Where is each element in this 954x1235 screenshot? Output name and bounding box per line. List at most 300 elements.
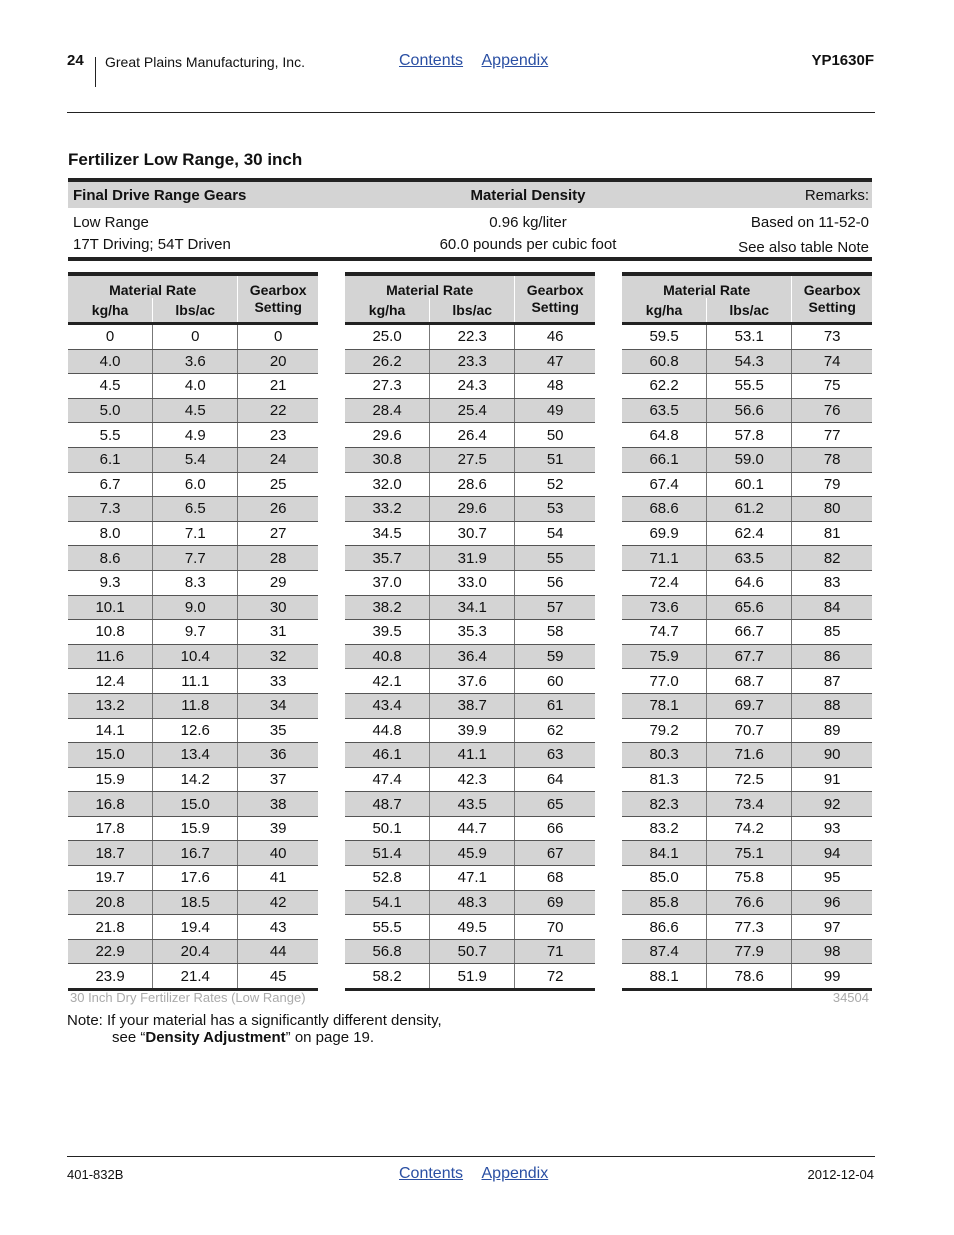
kg-ha-cell: 17.8 bbox=[68, 816, 153, 841]
kg-ha-cell: 8.6 bbox=[68, 546, 153, 571]
gearbox-setting-cell: 24 bbox=[238, 447, 318, 472]
gearbox-setting-cell: 44 bbox=[238, 939, 318, 964]
lbs-ac-cell: 69.7 bbox=[707, 693, 792, 718]
gearbox-setting-cell: 49 bbox=[515, 398, 595, 423]
kg-ha-cell: 18.7 bbox=[68, 841, 153, 866]
lbs-ac-cell: 37.6 bbox=[430, 669, 515, 694]
lbs-ac-cell: 72.5 bbox=[707, 767, 792, 792]
kg-ha-cell: 81.3 bbox=[622, 767, 707, 792]
info-density-imperial: 60.0 pounds per cubic foot bbox=[439, 235, 617, 253]
lbs-ac-cell: 50.7 bbox=[430, 939, 515, 964]
gearbox-setting-header bbox=[515, 274, 595, 324]
gearbox-setting-cell: 68 bbox=[515, 866, 595, 891]
gearbox-setting-cell: 90 bbox=[792, 743, 872, 768]
gearbox-setting-cell: 25 bbox=[238, 472, 318, 497]
table-row bbox=[622, 669, 872, 694]
rate-table-body bbox=[345, 324, 595, 990]
kg-ha-cell: 80.3 bbox=[622, 743, 707, 768]
table-row bbox=[622, 939, 872, 964]
lbs-ac-cell: 0 bbox=[153, 324, 238, 350]
gearbox-setting-cell: 34 bbox=[238, 693, 318, 718]
lbs-ac-cell: 42.3 bbox=[430, 767, 515, 792]
lbs-ac-cell: 44.7 bbox=[430, 816, 515, 841]
gearbox-setting-header bbox=[792, 274, 872, 324]
gearbox-setting-header bbox=[238, 274, 318, 324]
kg-ha-cell: 11.6 bbox=[68, 644, 153, 669]
lbs-ac-header: lbs/ac bbox=[430, 298, 515, 324]
info-row bbox=[68, 233, 872, 255]
table-row bbox=[345, 866, 595, 891]
table-row bbox=[68, 693, 318, 718]
kg-ha-cell: 79.2 bbox=[622, 718, 707, 743]
gearbox-setting-cell: 42 bbox=[238, 890, 318, 915]
table-row bbox=[68, 620, 318, 645]
table-row bbox=[345, 521, 595, 546]
kg-ha-cell: 55.5 bbox=[345, 915, 430, 940]
setting-label: Setting bbox=[808, 299, 856, 315]
kg-ha-cell: 6.7 bbox=[68, 472, 153, 497]
lbs-ac-cell: 22.3 bbox=[430, 324, 515, 350]
kg-ha-cell: 27.3 bbox=[345, 374, 430, 399]
kg-ha-cell: 14.1 bbox=[68, 718, 153, 743]
table-row bbox=[345, 497, 595, 522]
gearbox-setting-cell: 69 bbox=[515, 890, 595, 915]
kg-ha-cell: 63.5 bbox=[622, 398, 707, 423]
lbs-ac-cell: 13.4 bbox=[153, 743, 238, 768]
table-row bbox=[68, 890, 318, 915]
gearbox-setting-cell: 41 bbox=[238, 866, 318, 891]
gearbox-setting-cell: 31 bbox=[238, 620, 318, 645]
lbs-ac-cell: 76.6 bbox=[707, 890, 792, 915]
kg-ha-cell: 28.4 bbox=[345, 398, 430, 423]
lbs-ac-cell: 33.0 bbox=[430, 570, 515, 595]
gearbox-setting-cell: 50 bbox=[515, 423, 595, 448]
gearbox-setting-cell: 97 bbox=[792, 915, 872, 940]
appendix-link[interactable]: Appendix bbox=[481, 52, 549, 69]
lbs-ac-cell: 12.6 bbox=[153, 718, 238, 743]
table-row bbox=[345, 423, 595, 448]
info-header-gears: Final Drive Range Gears bbox=[73, 186, 247, 204]
table-row bbox=[622, 964, 872, 990]
kg-ha-cell: 10.1 bbox=[68, 595, 153, 620]
table-row bbox=[622, 398, 872, 423]
kg-ha-cell: 85.0 bbox=[622, 866, 707, 891]
kg-ha-cell: 74.7 bbox=[622, 620, 707, 645]
kg-ha-cell: 6.1 bbox=[68, 447, 153, 472]
kg-ha-cell: 43.4 bbox=[345, 693, 430, 718]
info-header-remarks: Remarks: bbox=[804, 186, 869, 204]
gearbox-setting-cell: 63 bbox=[515, 743, 595, 768]
kg-ha-cell: 15.9 bbox=[68, 767, 153, 792]
lbs-ac-cell: 47.1 bbox=[430, 866, 515, 891]
gearbox-setting-cell: 94 bbox=[792, 841, 872, 866]
header-row bbox=[68, 274, 318, 298]
lbs-ac-cell: 25.4 bbox=[430, 398, 515, 423]
lbs-ac-cell: 9.0 bbox=[153, 595, 238, 620]
kg-ha-cell: 86.6 bbox=[622, 915, 707, 940]
gearbox-setting-cell: 88 bbox=[792, 693, 872, 718]
footer-nav bbox=[399, 1165, 562, 1183]
kg-ha-cell: 38.2 bbox=[345, 595, 430, 620]
kg-ha-cell: 48.7 bbox=[345, 792, 430, 817]
gearbox-setting-cell: 62 bbox=[515, 718, 595, 743]
lbs-ac-cell: 35.3 bbox=[430, 620, 515, 645]
kg-ha-cell: 87.4 bbox=[622, 939, 707, 964]
kg-ha-cell: 35.7 bbox=[345, 546, 430, 571]
lbs-ac-cell: 45.9 bbox=[430, 841, 515, 866]
table-row bbox=[622, 718, 872, 743]
table-row bbox=[622, 497, 872, 522]
gearbox-label: Gearbox bbox=[526, 282, 584, 298]
kg-ha-cell: 62.2 bbox=[622, 374, 707, 399]
lbs-ac-cell: 21.4 bbox=[153, 964, 238, 990]
gearbox-setting-cell: 72 bbox=[515, 964, 595, 990]
gearbox-setting-cell: 26 bbox=[238, 497, 318, 522]
contents-link[interactable]: Contents bbox=[399, 52, 464, 69]
gearbox-setting-cell: 96 bbox=[792, 890, 872, 915]
kg-ha-cell: 68.6 bbox=[622, 497, 707, 522]
table-row bbox=[68, 595, 318, 620]
rate-table-head bbox=[345, 274, 595, 324]
lbs-ac-cell: 60.1 bbox=[707, 472, 792, 497]
gearbox-setting-cell: 99 bbox=[792, 964, 872, 990]
gearbox-setting-cell: 80 bbox=[792, 497, 872, 522]
footer-appendix-link[interactable]: Appendix bbox=[481, 1165, 549, 1182]
table-row bbox=[68, 669, 318, 694]
lbs-ac-cell: 64.6 bbox=[707, 570, 792, 595]
lbs-ac-cell: 77.9 bbox=[707, 939, 792, 964]
gearbox-setting-cell: 60 bbox=[515, 669, 595, 694]
kg-ha-cell: 4.0 bbox=[68, 349, 153, 374]
lbs-ac-cell: 23.3 bbox=[430, 349, 515, 374]
gearbox-setting-cell: 27 bbox=[238, 521, 318, 546]
lbs-ac-cell: 16.7 bbox=[153, 841, 238, 866]
kg-ha-cell: 71.1 bbox=[622, 546, 707, 571]
density-adjustment-ref: Density Adjustment bbox=[145, 1029, 286, 1046]
lbs-ac-cell: 74.2 bbox=[707, 816, 792, 841]
gearbox-setting-cell: 89 bbox=[792, 718, 872, 743]
table-row bbox=[622, 644, 872, 669]
kg-ha-header: kg/ha bbox=[68, 298, 153, 324]
material-rate-header: Material Rate bbox=[622, 274, 792, 298]
kg-ha-cell: 0 bbox=[68, 324, 153, 350]
kg-ha-cell: 15.0 bbox=[68, 743, 153, 768]
table-row bbox=[622, 693, 872, 718]
lbs-ac-cell: 27.5 bbox=[430, 447, 515, 472]
gearbox-setting-cell: 66 bbox=[515, 816, 595, 841]
gearbox-setting-cell: 93 bbox=[792, 816, 872, 841]
table-row bbox=[622, 792, 872, 817]
lbs-ac-cell: 63.5 bbox=[707, 546, 792, 571]
gearbox-setting-cell: 0 bbox=[238, 324, 318, 350]
table-row bbox=[622, 423, 872, 448]
gearbox-setting-cell: 67 bbox=[515, 841, 595, 866]
table-row bbox=[622, 915, 872, 940]
table-row bbox=[622, 349, 872, 374]
table-row bbox=[345, 743, 595, 768]
header-rule bbox=[67, 112, 875, 113]
header-divider bbox=[95, 57, 96, 87]
info-density-metric: 0.96 kg/liter bbox=[489, 213, 567, 231]
table-row bbox=[345, 915, 595, 940]
table-row bbox=[68, 324, 318, 350]
gearbox-setting-cell: 98 bbox=[792, 939, 872, 964]
lbs-ac-cell: 71.6 bbox=[707, 743, 792, 768]
table-caption: 30 Inch Dry Fertilizer Rates (Low Range) bbox=[70, 990, 306, 1005]
lbs-ac-cell: 31.9 bbox=[430, 546, 515, 571]
table-row bbox=[68, 841, 318, 866]
info-body bbox=[68, 208, 872, 261]
gearbox-setting-cell: 79 bbox=[792, 472, 872, 497]
kg-ha-cell: 7.3 bbox=[68, 497, 153, 522]
gearbox-label: Gearbox bbox=[803, 282, 861, 298]
table-row bbox=[68, 521, 318, 546]
kg-ha-cell: 21.8 bbox=[68, 915, 153, 940]
lbs-ac-cell: 11.1 bbox=[153, 669, 238, 694]
kg-ha-cell: 22.9 bbox=[68, 939, 153, 964]
table-row bbox=[345, 964, 595, 990]
kg-ha-cell: 12.4 bbox=[68, 669, 153, 694]
gearbox-setting-cell: 56 bbox=[515, 570, 595, 595]
table-row bbox=[345, 644, 595, 669]
info-header-density: Material Density bbox=[470, 186, 586, 204]
lbs-ac-cell: 78.6 bbox=[707, 964, 792, 990]
lbs-ac-cell: 36.4 bbox=[430, 644, 515, 669]
kg-ha-cell: 59.5 bbox=[622, 324, 707, 350]
kg-ha-cell: 29.6 bbox=[345, 423, 430, 448]
figure-code: 34504 bbox=[832, 990, 869, 1005]
gearbox-setting-cell: 65 bbox=[515, 792, 595, 817]
kg-ha-cell: 33.2 bbox=[345, 497, 430, 522]
kg-ha-header: kg/ha bbox=[345, 298, 430, 324]
table-row bbox=[345, 792, 595, 817]
lbs-ac-cell: 20.4 bbox=[153, 939, 238, 964]
table-row bbox=[68, 915, 318, 940]
gearbox-setting-cell: 70 bbox=[515, 915, 595, 940]
table-row bbox=[622, 570, 872, 595]
footer-contents-link[interactable]: Contents bbox=[399, 1165, 464, 1182]
revision-date: 2012-12-04 bbox=[807, 1167, 874, 1182]
lbs-ac-cell: 61.2 bbox=[707, 497, 792, 522]
rate-table-1 bbox=[68, 272, 318, 991]
gearbox-setting-cell: 55 bbox=[515, 546, 595, 571]
kg-ha-cell: 37.0 bbox=[345, 570, 430, 595]
kg-ha-cell: 66.1 bbox=[622, 447, 707, 472]
table-row bbox=[622, 620, 872, 645]
gearbox-setting-cell: 37 bbox=[238, 767, 318, 792]
gearbox-setting-cell: 87 bbox=[792, 669, 872, 694]
lbs-ac-cell: 57.8 bbox=[707, 423, 792, 448]
table-row bbox=[622, 767, 872, 792]
kg-ha-cell: 13.2 bbox=[68, 693, 153, 718]
gearbox-setting-cell: 28 bbox=[238, 546, 318, 571]
lbs-ac-cell: 4.0 bbox=[153, 374, 238, 399]
lbs-ac-cell: 30.7 bbox=[430, 521, 515, 546]
lbs-ac-cell: 6.5 bbox=[153, 497, 238, 522]
lbs-ac-cell: 70.7 bbox=[707, 718, 792, 743]
model-number: YP1630F bbox=[811, 52, 874, 69]
table-row bbox=[622, 447, 872, 472]
kg-ha-cell: 40.8 bbox=[345, 644, 430, 669]
kg-ha-cell: 58.2 bbox=[345, 964, 430, 990]
lbs-ac-cell: 18.5 bbox=[153, 890, 238, 915]
gearbox-setting-cell: 36 bbox=[238, 743, 318, 768]
kg-ha-cell: 75.9 bbox=[622, 644, 707, 669]
table-row bbox=[345, 718, 595, 743]
gearbox-setting-cell: 95 bbox=[792, 866, 872, 891]
lbs-ac-cell: 39.9 bbox=[430, 718, 515, 743]
kg-ha-cell: 32.0 bbox=[345, 472, 430, 497]
gearbox-setting-cell: 83 bbox=[792, 570, 872, 595]
note-page-ref: ” on page 19. bbox=[285, 1029, 375, 1046]
table-row bbox=[345, 398, 595, 423]
gearbox-setting-cell: 54 bbox=[515, 521, 595, 546]
gearbox-setting-cell: 30 bbox=[238, 595, 318, 620]
table-row bbox=[68, 939, 318, 964]
gearbox-setting-cell: 78 bbox=[792, 447, 872, 472]
kg-ha-cell: 19.7 bbox=[68, 866, 153, 891]
kg-ha-cell: 54.1 bbox=[345, 890, 430, 915]
lbs-ac-cell: 34.1 bbox=[430, 595, 515, 620]
kg-ha-cell: 4.5 bbox=[68, 374, 153, 399]
table-row bbox=[68, 374, 318, 399]
lbs-ac-cell: 41.1 bbox=[430, 743, 515, 768]
kg-ha-cell: 84.1 bbox=[622, 841, 707, 866]
company-name: Great Plains Manufacturing, Inc. bbox=[105, 54, 305, 70]
table-row bbox=[345, 890, 595, 915]
gearbox-setting-cell: 20 bbox=[238, 349, 318, 374]
table-row bbox=[622, 374, 872, 399]
lbs-ac-cell: 51.9 bbox=[430, 964, 515, 990]
table-row bbox=[622, 521, 872, 546]
kg-ha-cell: 72.4 bbox=[622, 570, 707, 595]
drive-info-table bbox=[68, 178, 872, 261]
lbs-ac-cell: 54.3 bbox=[707, 349, 792, 374]
table-row bbox=[345, 816, 595, 841]
lbs-ac-cell: 14.2 bbox=[153, 767, 238, 792]
info-header-row bbox=[68, 178, 872, 208]
gearbox-setting-cell: 82 bbox=[792, 546, 872, 571]
gearbox-setting-cell: 92 bbox=[792, 792, 872, 817]
table-row bbox=[68, 718, 318, 743]
gearbox-setting-cell: 91 bbox=[792, 767, 872, 792]
section-title: Fertilizer Low Range, 30 inch bbox=[68, 150, 303, 169]
gearbox-setting-cell: 57 bbox=[515, 595, 595, 620]
kg-ha-cell: 78.1 bbox=[622, 693, 707, 718]
gearbox-setting-cell: 35 bbox=[238, 718, 318, 743]
kg-ha-cell: 47.4 bbox=[345, 767, 430, 792]
table-row bbox=[68, 423, 318, 448]
gearbox-setting-cell: 45 bbox=[238, 964, 318, 990]
table-row bbox=[622, 546, 872, 571]
table-row bbox=[68, 792, 318, 817]
gearbox-setting-cell: 38 bbox=[238, 792, 318, 817]
table-row bbox=[68, 546, 318, 571]
table-row bbox=[622, 595, 872, 620]
kg-ha-cell: 44.8 bbox=[345, 718, 430, 743]
gearbox-setting-cell: 73 bbox=[792, 324, 872, 350]
lbs-ac-cell: 8.3 bbox=[153, 570, 238, 595]
kg-ha-cell: 64.8 bbox=[622, 423, 707, 448]
gearbox-setting-cell: 48 bbox=[515, 374, 595, 399]
page-number: 24 bbox=[67, 52, 84, 69]
table-row bbox=[68, 447, 318, 472]
header-nav bbox=[399, 52, 562, 70]
kg-ha-cell: 39.5 bbox=[345, 620, 430, 645]
table-row bbox=[68, 644, 318, 669]
lbs-ac-cell: 7.7 bbox=[153, 546, 238, 571]
lbs-ac-cell: 3.6 bbox=[153, 349, 238, 374]
table-row bbox=[622, 324, 872, 350]
lbs-ac-cell: 67.7 bbox=[707, 644, 792, 669]
table-row bbox=[622, 743, 872, 768]
lbs-ac-cell: 38.7 bbox=[430, 693, 515, 718]
table-row bbox=[622, 472, 872, 497]
table-row bbox=[68, 497, 318, 522]
kg-ha-cell: 8.0 bbox=[68, 521, 153, 546]
lbs-ac-cell: 49.5 bbox=[430, 915, 515, 940]
table-row bbox=[345, 693, 595, 718]
table-row bbox=[622, 866, 872, 891]
table-row bbox=[345, 374, 595, 399]
gearbox-setting-cell: 22 bbox=[238, 398, 318, 423]
lbs-ac-cell: 55.5 bbox=[707, 374, 792, 399]
gearbox-setting-cell: 47 bbox=[515, 349, 595, 374]
gearbox-setting-cell: 43 bbox=[238, 915, 318, 940]
table-row bbox=[345, 767, 595, 792]
setting-label: Setting bbox=[254, 299, 302, 315]
info-gear-range: Low Range bbox=[73, 213, 149, 231]
kg-ha-cell: 69.9 bbox=[622, 521, 707, 546]
lbs-ac-cell: 4.5 bbox=[153, 398, 238, 423]
gearbox-setting-cell: 51 bbox=[515, 447, 595, 472]
gearbox-setting-cell: 21 bbox=[238, 374, 318, 399]
table-row bbox=[345, 841, 595, 866]
gearbox-setting-cell: 33 bbox=[238, 669, 318, 694]
gearbox-setting-cell: 86 bbox=[792, 644, 872, 669]
lbs-ac-cell: 48.3 bbox=[430, 890, 515, 915]
table-row bbox=[345, 939, 595, 964]
kg-ha-cell: 51.4 bbox=[345, 841, 430, 866]
gearbox-setting-cell: 32 bbox=[238, 644, 318, 669]
gearbox-setting-cell: 74 bbox=[792, 349, 872, 374]
lbs-ac-cell: 5.4 bbox=[153, 447, 238, 472]
table-row bbox=[622, 816, 872, 841]
lbs-ac-cell: 11.8 bbox=[153, 693, 238, 718]
kg-ha-cell: 46.1 bbox=[345, 743, 430, 768]
table-row bbox=[68, 964, 318, 990]
lbs-ac-cell: 15.9 bbox=[153, 816, 238, 841]
note-line-2 bbox=[112, 1029, 374, 1046]
table-row bbox=[68, 816, 318, 841]
table-row bbox=[345, 620, 595, 645]
material-rate-header: Material Rate bbox=[68, 274, 238, 298]
kg-ha-header: kg/ha bbox=[622, 298, 707, 324]
kg-ha-cell: 25.0 bbox=[345, 324, 430, 350]
kg-ha-cell: 88.1 bbox=[622, 964, 707, 990]
kg-ha-cell: 9.3 bbox=[68, 570, 153, 595]
doc-number: 401-832B bbox=[67, 1167, 124, 1182]
kg-ha-cell: 56.8 bbox=[345, 939, 430, 964]
table-row bbox=[345, 447, 595, 472]
kg-ha-cell: 50.1 bbox=[345, 816, 430, 841]
lbs-ac-cell: 19.4 bbox=[153, 915, 238, 940]
info-remark-basis: Based on 11-52-0 bbox=[750, 213, 869, 231]
table-row bbox=[345, 324, 595, 350]
setting-label: Setting bbox=[531, 299, 579, 315]
kg-ha-cell: 30.8 bbox=[345, 447, 430, 472]
gearbox-setting-cell: 39 bbox=[238, 816, 318, 841]
